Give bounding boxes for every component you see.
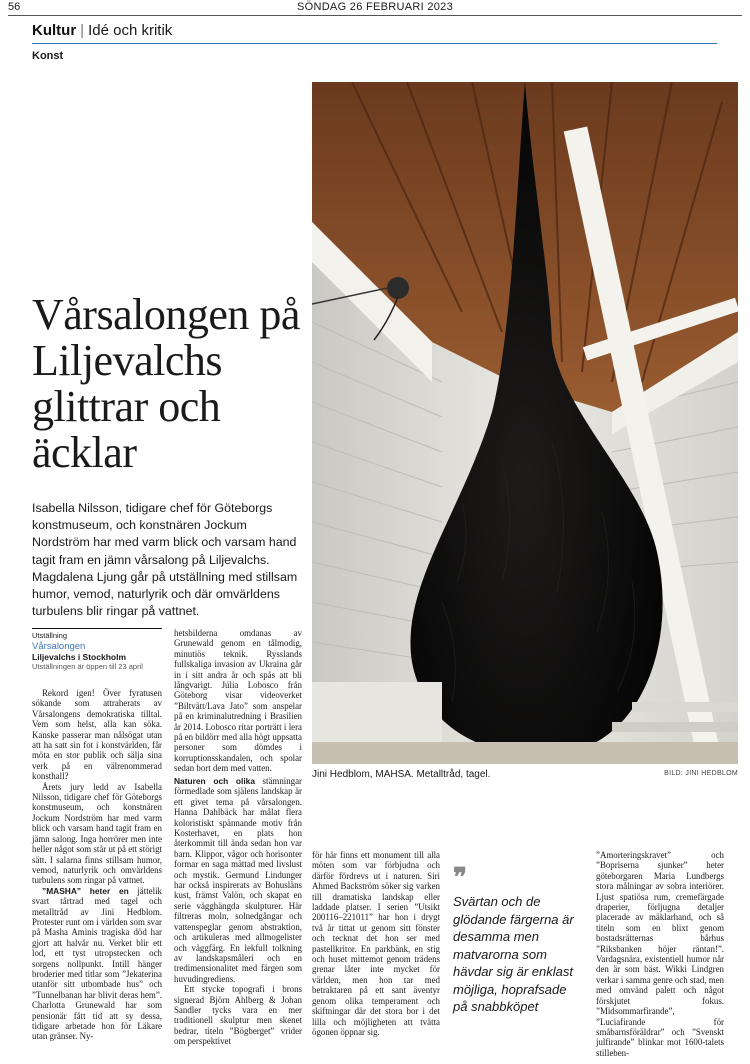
paragraph-lead: Naturen och olika <box>174 776 255 786</box>
body-column-5 <box>596 850 724 1058</box>
body-column-1 <box>32 688 162 1042</box>
paragraph <box>174 984 302 1046</box>
section-rule <box>32 43 717 44</box>
paragraph <box>32 688 162 782</box>
paragraph-text: jättelik svart tårtrad med tagel och metalltråd av Jini Hedblom. Protester runt om i världen som svar på Masha Aminis tragiska död har gjort att halvår nu. Verket blir ett lod, ett tyst utropstecken och sorgens nollpunkt. Intill hänger broderier med titlar som ”Jekaterina utanför sitt utbombade hus” och ”Tunnelbanan har blivit deras hem”. Charlotta Grunewald har som pensionär fått tid att sy dessa, tidigare arbetade hon för Läkare utan gränser. Ny- <box>32 885 162 1042</box>
paragraph <box>32 782 162 886</box>
ingress: Isabella Nilsson, tidigare chef för Göteborgs konstmuseum, och konstnären Jockum Nordström har med varm blick och varsam hand tagit fram en jämn vårsalong på Liljevalchs. Magdalena Ljung går på utställning med stillsam humor, vemod, naturlyrik och där omvärldens turbulens blir ringar på vattnet. <box>32 501 298 619</box>
factbox-venue: Liljevalchs i Stockholm <box>32 651 127 662</box>
page-number: 56 <box>8 1 21 13</box>
paragraph-text: ”Amorteringskravet” och ”Bopriserna sjunker” heter göteborgaren Maria Lundbergs stora målningar av sobra interiörer. Ljust spatiösa rum, cremefärgade draperier, förljugna detaljer placerade av mäklarhand, och så titeln som en blixt genom bostadsrätternas bårhus ”Riksbanken höjer räntan!”. Vardagsnära, existentiell humor når den är som bäst. Wikki Lindgren verkar i samma genre och stad, men med omvänd palett och något förskjutet fokus. ”Midsommarfirande”, ”Luciafirande för småbarnsföräldrar” och ”Svenskt julfirande” blinkar mot 1600-talets stilleben- <box>596 850 724 1058</box>
body-column-4 <box>312 850 440 1037</box>
headline: Vårsalongen på Liljevalchs glittrar och äcklar <box>32 290 300 477</box>
paragraph <box>32 886 162 1042</box>
section-subname: Idé och kritik <box>88 22 173 39</box>
factbox-label: Utställning <box>32 631 68 640</box>
page-header <box>8 0 742 16</box>
factbox <box>32 628 162 672</box>
paragraph-text: Ett stycke topografi i brons signerad Björn Ahlberg & Johan Sandler tycks vara en mer traditionell skulptur men skenet bedrar, titeln ”Bögberget” vrider om perspektivet <box>174 984 302 1047</box>
paragraph-text: hetsbilderna omdanas av Grunewald genom en tålmodig, minutiös teknik. Rysslands fullskaliga invasion av Ukraina går in i sitt andra år och spås att bli långvarigt. Júlia Lobosco från Göteborg visar videoverket ”Biltvätt/Lava Jato” som anspelar på en kriminalutredning i Brasilien år 2014. Lobosco ritar porträtt i lera på en bildörr med alla högt uppsatta personer som dömdes i korruptionsskandalen, och spolar sedan bort dem med vatten. <box>174 628 302 774</box>
paragraph-text: för här finns ett monument till alla möten som var förbjudna och därför fördrevs ut i naturen. Siri Ahmed Backström söker sig varken till dramatiska landskap eller laddade platser. I serien ”Utsikt 200116–221011” har hon i drygt två år tittat ut genom sitt fönster och tecknat det hon ser med pastellkritor. En parkbänk, en stig och huset mittemot genom trädens grenar låter inte mycket för världen, men hon tar med betraktaren på ett sant äventyr genom olika temperament och skiftningar där det stora bor i det lilla och möjligheten att tvätta ögonen öppnar sig. <box>312 850 440 1037</box>
paragraph <box>174 628 302 774</box>
photo-caption: Jini Hedblom, MAHSA. Metalltråd, tagel. <box>312 769 491 780</box>
photo-credit: BILD: JINI HEDBLOM <box>664 770 738 777</box>
quote-mark-icon: ❞ <box>453 862 467 892</box>
paragraph <box>312 850 440 1037</box>
factbox-title: Vårsalongen <box>32 640 86 652</box>
paragraph-text: stämningar förmedlade som själens landskap är ett givet tema på vårsalongen. Hanna Dahlbäck har målat flera koloristiskt spännande motiv från Kosterhavet, en plats hon återkommit till ända sedan hon var barn. Klippor, vågor och horisonter formar en saga mättad med livslust och mystik. Germund Lindunger har också inspirerats av Bohusläns kust, främst Valön, och skapat en serie vägghängda skulpturer. Här filtreras moln, solnedgångar och vattenspeglar genom abstraktion, och artikuleras med allmogelister och väggfärg. En lekfull tolkning av landskapsmåleri och en tredimensionalitet med färgen som huvudingrediens. <box>174 776 302 984</box>
section-separator: | <box>80 22 85 39</box>
paragraph-lead: ”MASHA” heter en <box>42 885 129 896</box>
subsection-label: Konst <box>32 50 64 62</box>
paragraph-text: Årets jury ledd av Isabella Nilsson, tidigare chef för Göteborgs konstmuseum, och konstnären Jockum Nordström har med varm blick och varsam hand tagit fram en jämn salong. Inga horrörer men inte heller något som står ut på ett störigt sätt. I salarna finns stillsam humor, vemod, naturlyrik och omvärldens turbulens som ringar på vattnet. <box>32 781 162 886</box>
section-header <box>32 22 172 39</box>
body-column-2 <box>174 628 302 774</box>
sculpture-illustration <box>312 82 738 764</box>
paragraph <box>174 776 302 984</box>
paragraph-text: Rekord igen! Över fyratusen sökande som attraherats av Vårsalongens demokratiska tilltal. Vem som helst, alla kan söka. Kanske passerar man nålsögat utan att ha satt sin fot i konstvärlden, får möta en stor publik och sälja sina verk på en välrenommerad konsthall? <box>32 688 162 782</box>
body-column-3 <box>174 776 302 1047</box>
pull-quote: Svärtan och de glödande färgerna är desamma men matvarorna som hävdar sig är enklast möjliga, hoprafsade på snabbköpet <box>453 894 574 1014</box>
artwork-photo <box>312 82 738 764</box>
dateline: SÖNDAG 26 FEBRUARI 2023 <box>296 1 454 13</box>
section-name: Kultur <box>32 22 77 39</box>
factbox-note: Utställningen är öppen till 23 april <box>32 662 143 671</box>
paragraph <box>596 850 724 1058</box>
